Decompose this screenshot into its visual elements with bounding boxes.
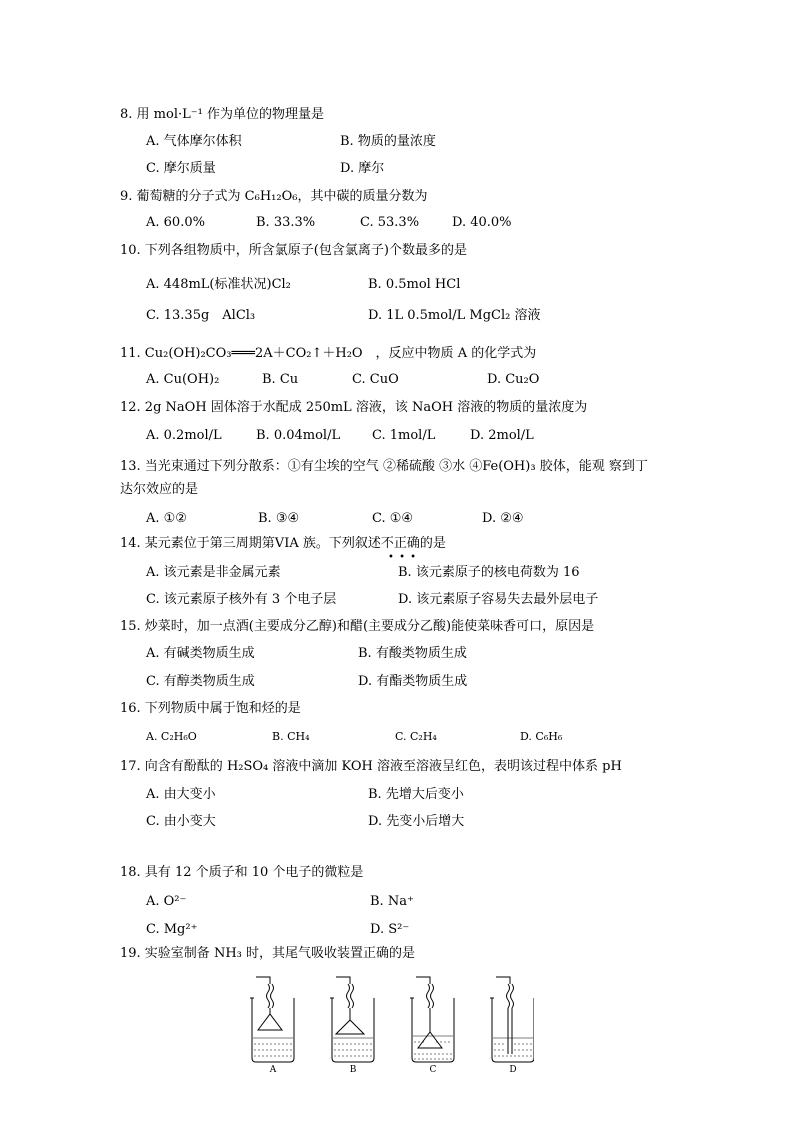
question-12-option-a: A. 0.2mol/L [146,428,222,443]
question-11-option-a: A. Cu(OH)₂ [146,372,220,387]
question-17-option-c: C. 由小变大 [146,814,216,829]
question-10-option-b: B. 0.5mol HCl [368,277,461,292]
question-8-option-a: A. 气体摩尔体积 [146,134,242,149]
question-10-option-d: D. 1L 0.5mol/L MgCl₂ 溶液 [368,308,541,323]
question-14-option-b: B. 该元素原子的核电荷数为 16 [398,565,580,580]
question-11-option-b: B. Cu [262,372,299,387]
question-12-option-b: B. 0.04mol/L [256,428,341,443]
question-11-option-c: C. CuO [352,372,399,387]
figure-label-c: C [429,1065,437,1074]
beaker-b [330,977,374,1062]
question-11-option-d: D. Cu₂O [487,372,540,387]
question-15-option-c: C. 有醇类物质生成 [146,674,255,689]
question-17-option-b: B. 先增大后变小 [368,787,464,802]
question-17-option-d: D. 先变小后增大 [368,814,465,829]
liquid-a [253,1038,293,1056]
question-17-stem: 17. 向含有酚酞的 H₂SO₄ 溶液中滴加 KOH 溶液至溶液呈红色，表明该过程中体系 pH [120,759,622,774]
question-9-option-c: C. 53.3% [360,215,420,230]
question-15-stem: 15. 炒菜时，加一点酒(主要成分乙醇)和醋(主要成分乙酸)能使菜味香可口，原因是 [120,619,595,634]
question-16-option-a: A. C₂H₆O [146,730,197,743]
liquid-d [493,1038,533,1056]
beaker-d [490,977,534,1062]
question-16-stem: 16. 下列物质中属于饱和烃的是 [120,701,301,716]
question-8-stem: 8. 用 mol·L⁻¹ 作为单位的物理量是 [120,107,324,122]
question-13-option-c: C. ①④ [372,511,414,526]
question-17-option-a: A. 由大变小 [146,787,216,802]
question-9-option-b: B. 33.3% [256,215,316,230]
question-14-option-c: C. 该元素原子核外有 3 个电子层 [146,592,337,607]
question-18-option-a: A. O²⁻ [146,894,187,909]
question-13-option-b: B. ③④ [258,511,300,526]
figure-label-a: A [269,1065,277,1074]
question-19-stem: 19. 实验室制备 NH₃ 时，其尾气吸收装置正确的是 [120,946,415,961]
question-18-stem: 18. 具有 12 个质子和 10 个电子的微粒是 [120,865,364,880]
figure-label-d: D [509,1065,517,1074]
question-15-option-d: D. 有酯类物质生成 [358,674,468,689]
question-18-option-d: D. S²⁻ [370,922,410,937]
question-16-option-b: B. CH₄ [272,730,310,743]
question-12-stem: 12. 2g NaOH 固体溶于水配成 250mL 溶液，该 NaOH 溶液的物质的量浓度为 [120,400,588,415]
question-16-option-d: D. C₆H₆ [520,730,563,743]
question-18-option-c: C. Mg²⁺ [146,922,198,937]
question-11-stem: 11. Cu₂(OH)₂CO₃═══2A＋CO₂↑＋H₂O ，反应中物质 A 的化学式为 [120,346,537,361]
emphasis-dots: • • • [388,552,418,563]
figure-label-b: B [349,1065,357,1074]
question-14-option-a: A. 该元素是非金属元素 [146,565,281,580]
question-9-option-a: A. 60.0% [146,215,205,230]
question-12-option-c: C. 1mol/L [372,428,436,443]
question-10-option-a: A. 448mL(标准状况)Cl₂ [146,277,291,292]
question-9-option-d: D. 40.0% [452,215,512,230]
question-13-stem-continued: 达尔效应的是 [120,482,199,497]
beaker-c [410,977,454,1062]
liquid-b [333,1038,373,1056]
question-9-stem: 9. 葡萄糖的分子式为 C₆H₁₂O₆，其中碳的质量分数为 [120,189,428,204]
question-14-option-d: D. 该元素原子容易失去最外层电子 [398,592,599,607]
question-10-stem: 10. 下列各组物质中，所含氯原子(包含氯离子)个数最多的是 [120,243,467,258]
question-8-option-d: D. 摩尔 [340,161,385,176]
question-8-option-c: C. 摩尔质量 [146,161,216,176]
question-15-option-a: A. 有碱类物质生成 [146,646,255,661]
question-16-option-c: C. C₂H₄ [395,730,437,743]
question-10-option-c: C. 13.35g AlCl₃ [146,308,256,323]
question-14-stem: 14. 某元素位于第三周期第VIA 族。下列叙述不正确的是 [120,536,446,551]
question-13-option-a: A. ①② [146,511,187,526]
question-13-option-d: D. ②④ [482,511,524,526]
question-18-option-b: B. Na⁺ [370,894,414,909]
question-8-option-b: B. 物质的量浓度 [340,134,436,149]
absorption-apparatus-figure [244,974,534,1074]
beaker-a [250,977,294,1062]
question-15-option-b: B. 有酸类物质生成 [358,646,467,661]
question-13-stem: 13. 当光束通过下列分散系：①有尘埃的空气 ②稀硫酸 ③水 ④Fe(OH)₃ 胶体，能观 察到丁 [120,459,648,474]
question-12-option-d: D. 2mol/L [470,428,534,443]
